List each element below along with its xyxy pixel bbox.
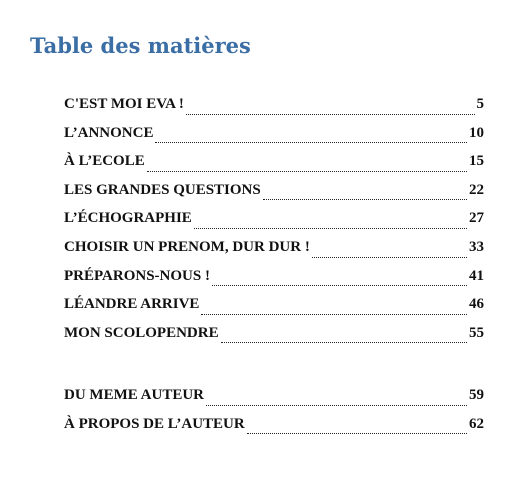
toc-entry-label: DU MEME AUTEUR bbox=[64, 387, 205, 403]
toc-dot-leader bbox=[201, 314, 467, 315]
toc-entry-label: C'EST MOI EVA ! bbox=[64, 96, 184, 112]
toc-appendix-list bbox=[64, 387, 484, 444]
toc-entry-label: À L’ECOLE bbox=[64, 153, 145, 170]
toc-dot-leader bbox=[194, 228, 467, 229]
toc-entry-label: L’ANNONCE bbox=[64, 124, 154, 141]
toc-entry-label: MON SCOLOPENDRE bbox=[64, 324, 219, 341]
toc-entry-page: 10 bbox=[469, 124, 484, 141]
toc-entry-page: 55 bbox=[469, 324, 484, 341]
toc-entry-label: LÉANDRE ARRIVE bbox=[64, 296, 200, 313]
toc-entry-page: 62 bbox=[469, 415, 484, 432]
toc-entry[interactable] bbox=[64, 96, 484, 125]
toc-entry[interactable] bbox=[64, 268, 484, 297]
toc-entry-page: 46 bbox=[469, 296, 484, 313]
toc-entry-page: 15 bbox=[469, 153, 484, 170]
toc-entry[interactable] bbox=[64, 296, 484, 325]
toc-entry[interactable] bbox=[64, 153, 484, 182]
toc-entry-page: 59 bbox=[469, 387, 484, 403]
toc-entry[interactable] bbox=[64, 125, 484, 154]
toc-dot-leader bbox=[247, 433, 467, 434]
toc-entry[interactable] bbox=[64, 325, 484, 354]
toc-dot-leader bbox=[155, 142, 467, 143]
toc-entry-label: PRÉPARONS-NOUS ! bbox=[64, 267, 210, 284]
toc-chapter-list bbox=[64, 96, 484, 353]
toc-dot-leader bbox=[212, 285, 467, 286]
toc-entry[interactable] bbox=[64, 239, 484, 268]
toc-entry-label: À PROPOS DE L’AUTEUR bbox=[64, 415, 245, 432]
toc-dot-leader bbox=[221, 342, 467, 343]
toc-dot-leader bbox=[206, 405, 467, 406]
toc-entry-label: L’ÉCHOGRAPHIE bbox=[64, 210, 192, 227]
toc-entry-page: 5 bbox=[476, 96, 484, 112]
toc-dot-leader bbox=[312, 257, 467, 258]
toc-title: Table des matières bbox=[30, 33, 251, 58]
toc-entry-page: 41 bbox=[469, 267, 484, 284]
toc-entry-label: LES GRANDES QUESTIONS bbox=[64, 181, 261, 198]
toc-entry-page: 27 bbox=[469, 210, 484, 227]
toc-entry[interactable] bbox=[64, 387, 484, 416]
toc-entry[interactable] bbox=[64, 210, 484, 239]
toc-dot-leader bbox=[263, 199, 467, 200]
toc-dot-leader bbox=[186, 114, 475, 115]
toc-entry-page: 22 bbox=[469, 181, 484, 198]
toc-entry-page: 33 bbox=[469, 238, 484, 255]
toc-entry[interactable] bbox=[64, 416, 484, 445]
toc-dot-leader bbox=[147, 171, 467, 172]
toc-entry-label: CHOISIR UN PRENOM, DUR DUR ! bbox=[64, 238, 310, 255]
toc-entry[interactable] bbox=[64, 182, 484, 211]
